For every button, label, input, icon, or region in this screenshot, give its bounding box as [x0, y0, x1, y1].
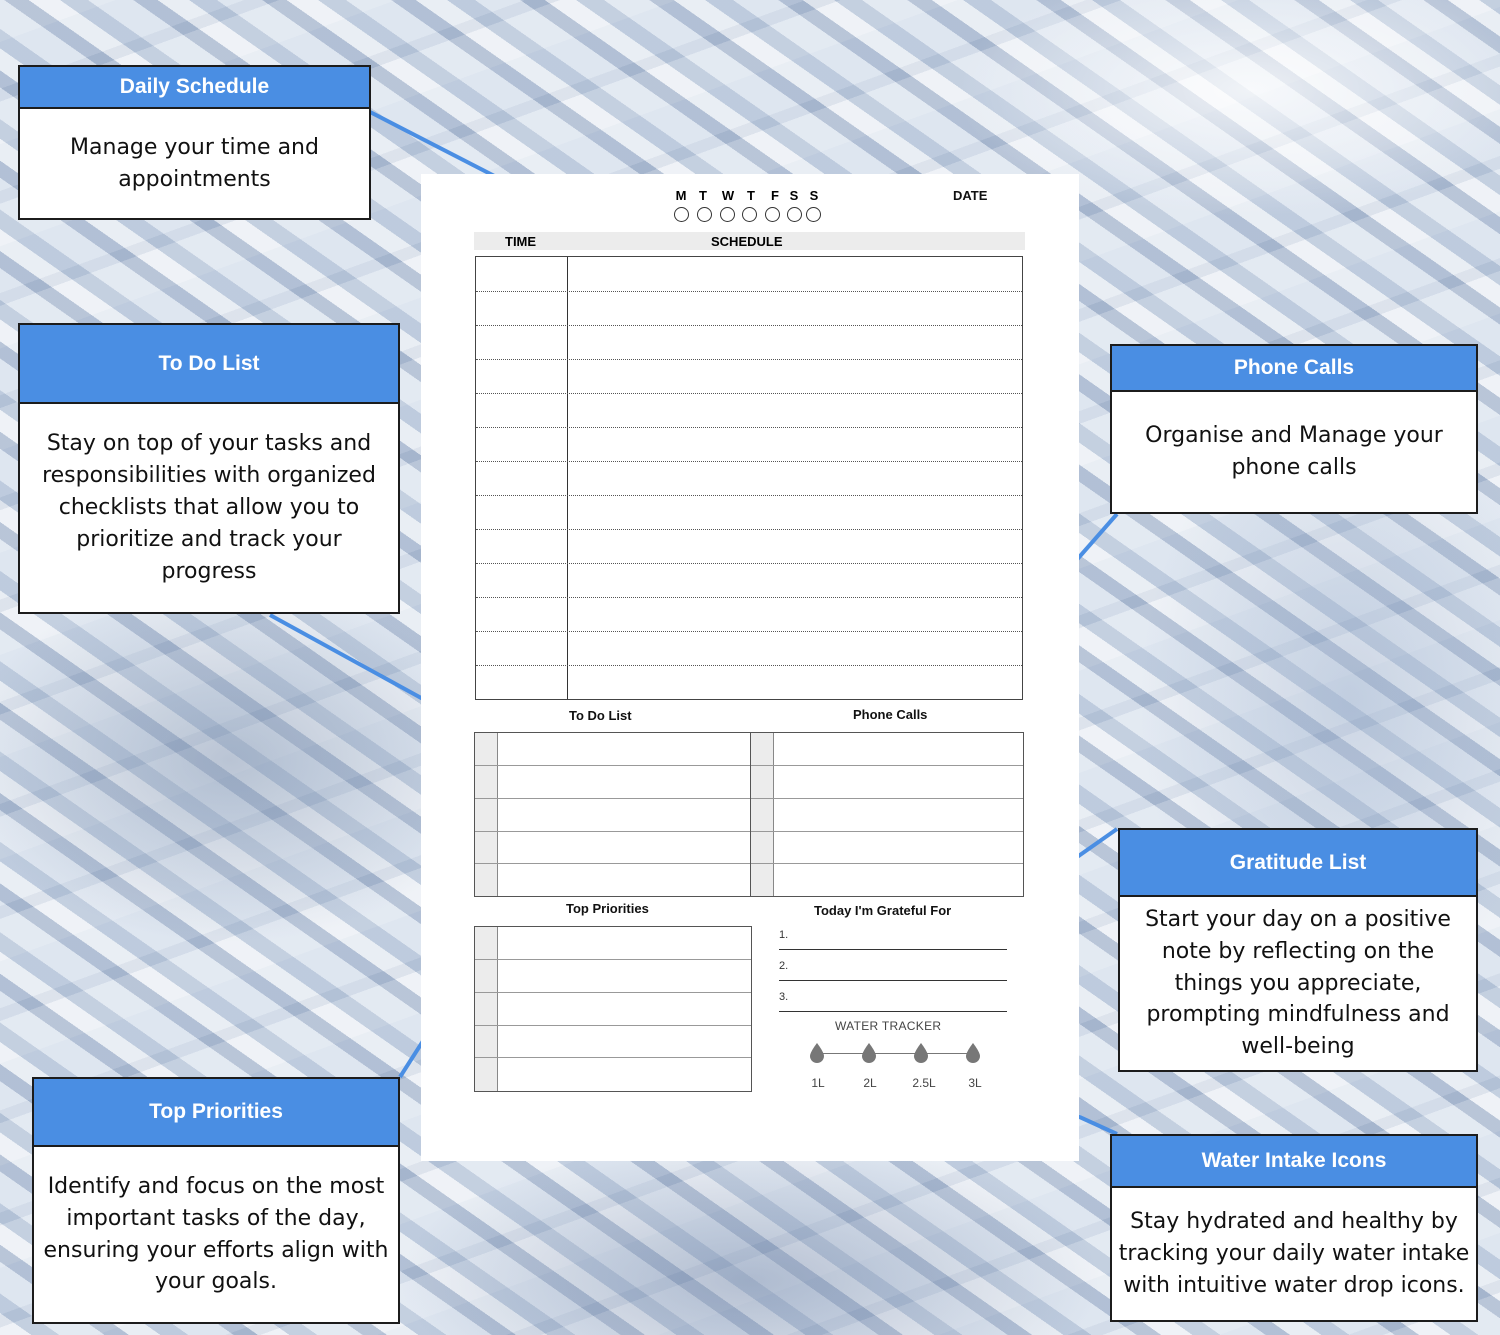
planner-page	[421, 174, 1079, 1161]
phone-calls-title: Phone Calls	[853, 707, 928, 722]
list-row-line	[751, 863, 1023, 864]
schedule-row	[476, 393, 1022, 394]
callout-text: Identify and focus on the most important tasks of the day, ensuring your efforts align with your goals.	[43, 1173, 389, 1295]
day-checkbox[interactable]	[765, 207, 780, 222]
schedule-row	[476, 291, 1022, 292]
grateful-line[interactable]	[779, 949, 1007, 950]
water-drop-icon[interactable]	[965, 1042, 981, 1064]
day-checkbox[interactable]	[720, 207, 735, 222]
callout-daily-schedule	[18, 65, 371, 220]
checkbox-column	[475, 927, 498, 1091]
day-checkbox[interactable]	[697, 207, 712, 222]
checkbox-column	[475, 733, 498, 896]
schedule-row	[476, 665, 1022, 666]
water-label: 2.5L	[912, 1076, 936, 1090]
grateful-title: Today I'm Grateful For	[814, 903, 952, 918]
callout-water-intake	[1110, 1134, 1478, 1322]
top-priorities-title: Top Priorities	[566, 901, 649, 916]
date-label: DATE	[953, 188, 988, 203]
schedule-row	[476, 631, 1022, 632]
water-label: 2L	[863, 1076, 877, 1090]
day-letter: S	[789, 188, 799, 203]
schedule-row	[476, 427, 1022, 428]
grateful-line[interactable]	[779, 1011, 1007, 1012]
todo-list-box[interactable]	[474, 732, 751, 897]
day-letter: S	[809, 188, 819, 203]
water-label: 1L	[811, 1076, 825, 1090]
callout-text: Start your day on a positive note by reflecting on the things you appreciate, prompting mindfulness and well-being	[1145, 906, 1451, 1060]
schedule-header-label: SCHEDULE	[711, 234, 783, 249]
day-letter: W	[721, 188, 735, 203]
schedule-row	[476, 359, 1022, 360]
checkbox-column	[751, 733, 774, 896]
callout-text: Organise and Manage your phone calls	[1145, 423, 1443, 480]
day-letter: M	[675, 188, 687, 203]
list-row-line	[475, 959, 751, 960]
callout-title: Gratitude List	[1120, 830, 1476, 897]
day-checkbox[interactable]	[742, 207, 757, 222]
callout-todo-list	[18, 323, 400, 614]
water-label: 3L	[968, 1076, 982, 1090]
callout-title: Water Intake Icons	[1112, 1136, 1476, 1188]
callout-title: To Do List	[20, 325, 398, 404]
callout-title: Phone Calls	[1112, 346, 1476, 392]
callout-top-priorities	[32, 1077, 400, 1324]
time-divider	[567, 257, 568, 699]
grateful-number: 2.	[779, 960, 789, 972]
callout-title: Daily Schedule	[20, 67, 369, 109]
callout-gratitude-list	[1118, 828, 1478, 1072]
list-row-line	[751, 765, 1023, 766]
water-drop-icon[interactable]	[861, 1042, 877, 1064]
day-letter: T	[699, 188, 707, 203]
callout-phone-calls	[1110, 344, 1478, 514]
phone-calls-box[interactable]	[750, 732, 1024, 897]
list-row-line	[475, 992, 751, 993]
list-row-line	[751, 831, 1023, 832]
schedule-row	[476, 461, 1022, 462]
list-row-line	[475, 765, 750, 766]
water-tracker-line	[817, 1053, 973, 1054]
water-drop-icon[interactable]	[913, 1042, 929, 1064]
schedule-row	[476, 325, 1022, 326]
list-row-line	[475, 863, 750, 864]
list-row-line	[751, 798, 1023, 799]
day-checkbox[interactable]	[674, 207, 689, 222]
water-drop-icon[interactable]	[809, 1042, 825, 1064]
callout-text: Stay on top of your tasks and responsibilities with organized checklists that allow you to prioritize and track your progress	[42, 431, 376, 584]
callout-text: Stay hydrated and healthy by tracking your daily water intake with intuitive water drop icons.	[1118, 1209, 1470, 1298]
todo-title: To Do List	[569, 708, 632, 723]
schedule-header	[474, 232, 1025, 250]
top-priorities-box[interactable]	[474, 926, 752, 1092]
list-row-line	[475, 831, 750, 832]
grateful-number: 1.	[779, 929, 789, 941]
day-letter: F	[771, 188, 779, 203]
grateful-line[interactable]	[779, 980, 1007, 981]
list-row-line	[475, 798, 750, 799]
day-checkbox[interactable]	[806, 207, 821, 222]
day-letter: T	[747, 188, 755, 203]
grateful-number: 3.	[779, 991, 789, 1003]
schedule-row	[476, 563, 1022, 564]
schedule-row	[476, 529, 1022, 530]
schedule-row	[476, 597, 1022, 598]
list-row-line	[475, 1057, 751, 1058]
callout-title: Top Priorities	[34, 1079, 398, 1147]
callout-text: Manage your time and appointments	[70, 134, 319, 192]
time-header: TIME	[505, 234, 537, 249]
schedule-row	[476, 495, 1022, 496]
list-row-line	[475, 1025, 751, 1026]
schedule-grid[interactable]	[475, 256, 1023, 700]
water-tracker-title: WATER TRACKER	[835, 1019, 942, 1033]
day-checkbox[interactable]	[787, 207, 802, 222]
